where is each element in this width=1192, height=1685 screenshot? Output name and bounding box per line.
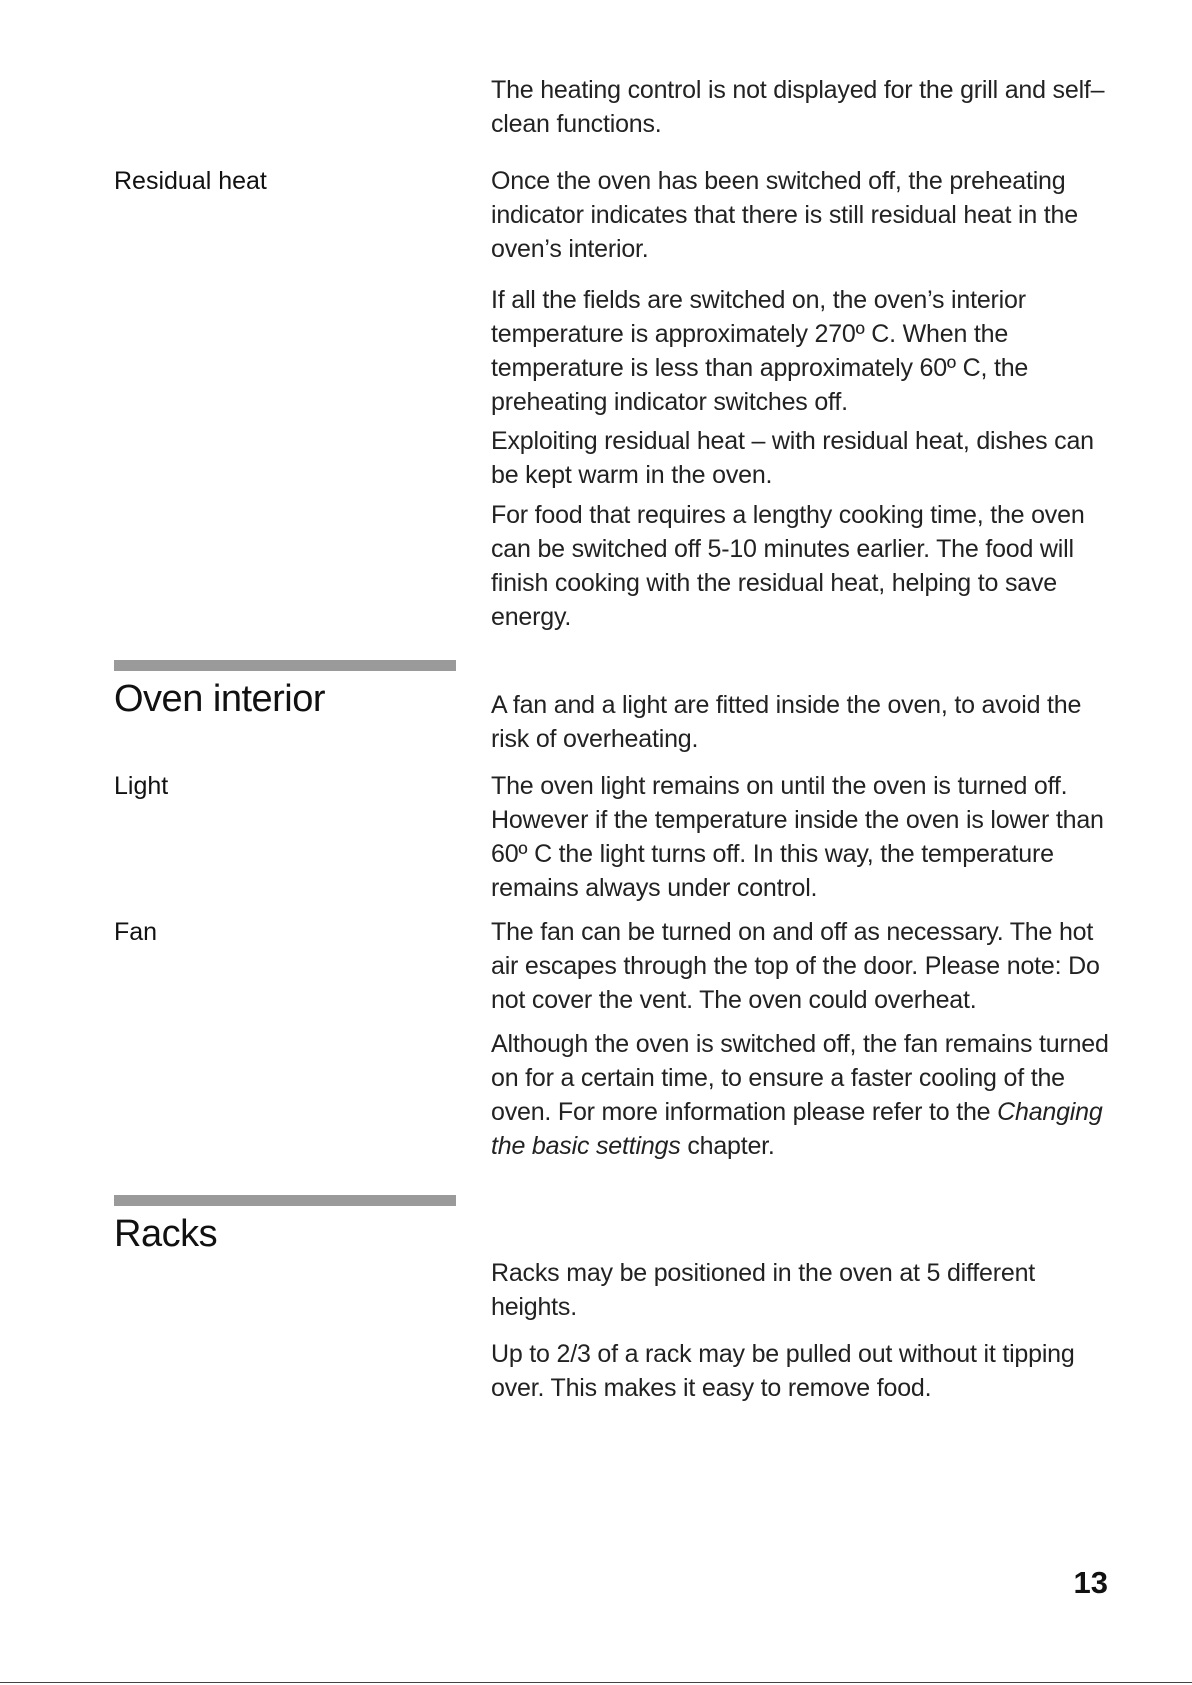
racks-section-bar xyxy=(114,1195,456,1206)
residual-heat-paragraph-4: For food that requires a lengthy cooking time, the oven can be switched off 5-10 minutes earlier. The food will finish cooking with the residual heat, helping to save energy. xyxy=(491,501,1085,631)
bottom-rule xyxy=(0,1682,1192,1683)
fan-paragraph-2-end: chapter. xyxy=(680,1132,775,1160)
residual-heat-paragraph-3: Exploiting residual heat – with residual heat, dishes can be kept warm in the oven. xyxy=(491,427,1094,489)
oven-interior-section-bar xyxy=(114,660,456,671)
racks-paragraph-2: Up to 2/3 of a rack may be pulled out without it tipping over. This makes it easy to remove food. xyxy=(491,1340,1075,1402)
heating-control-note: The heating control is not displayed for the grill and self–clean functions. xyxy=(491,76,1105,138)
page-number: 13 xyxy=(1073,1565,1108,1600)
basic-settings-reference: Changing the basic settings xyxy=(491,1098,1103,1160)
light-label: Light xyxy=(114,772,169,800)
residual-heat-paragraph-1: Once the oven has been switched off, the preheating indicator indicates that there is still residual heat in the oven’s interior. xyxy=(491,167,1078,263)
fan-paragraph-1: The fan can be turned on and off as necessary. The hot air escapes through the top of the door. Please note: Do not cover the vent. The oven could overheat. xyxy=(491,918,1100,1014)
residual-heat-paragraph-2: If all the fields are switched on, the oven’s interior temperature is approximately 270º C. When the temperature is less than approximately 60º C, the preheating indicator switches off. xyxy=(491,286,1029,416)
residual-heat-label: Residual heat xyxy=(114,167,267,195)
oven-interior-title: Oven interior xyxy=(114,678,326,720)
fan-paragraph-2 xyxy=(491,1027,1121,1163)
racks-paragraph-1: Racks may be positioned in the oven at 5 different heights. xyxy=(491,1259,1036,1321)
oven-interior-intro: A fan and a light are fitted inside the oven, to avoid the risk of overheating. xyxy=(491,691,1082,753)
light-paragraph: The oven light remains on until the oven is turned off. However if the temperature inside the oven is lower than 60º C the light turns off. In this way, the temperature remains always under control. xyxy=(491,772,1104,902)
racks-title: Racks xyxy=(114,1213,218,1255)
fan-label: Fan xyxy=(114,918,158,946)
fan-paragraph-2-start: Although the oven is switched off, the fan remains turned on for a certain time, to ensure a faster cooling of the oven. For more information please refer to the xyxy=(491,1030,1109,1126)
